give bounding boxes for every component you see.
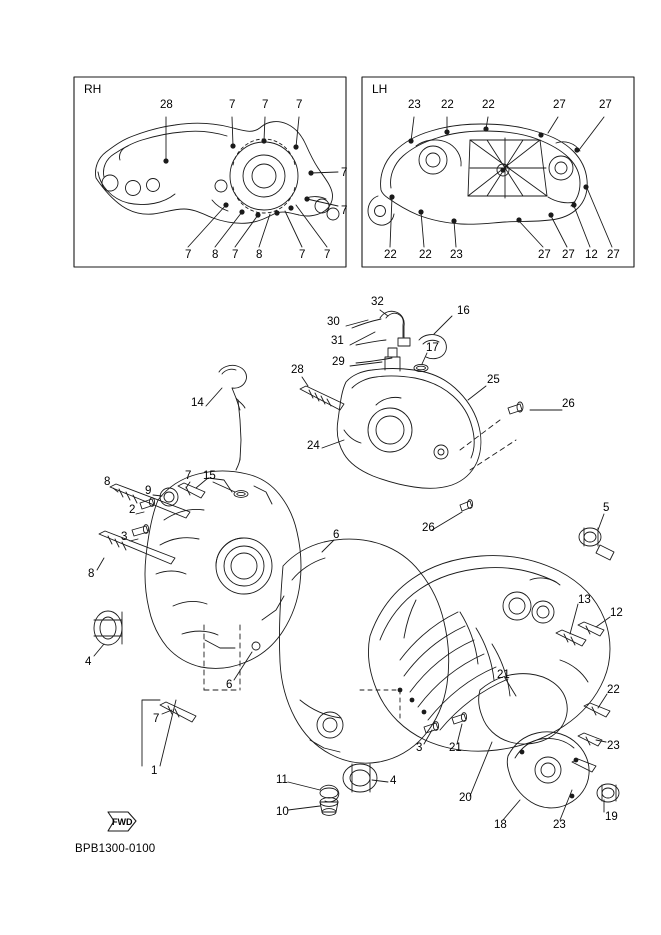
callout-lh: 22 [441,99,454,111]
callout-lh: 22 [482,99,495,111]
callout-main: 29 [332,356,345,368]
diagram-part-number: BPB1300-0100 [75,843,156,855]
callout-main: 3 [121,531,128,543]
panel-label-lh: LH [372,82,388,96]
callout-rh: 28 [160,99,173,111]
callout-main: 7 [153,713,160,725]
callout-main: 6 [226,679,233,691]
callout-lh: 27 [599,99,612,111]
callout-rh: 7 [341,205,348,217]
callout-rh: 7 [296,99,303,111]
callout-main: 31 [331,335,344,347]
callout-rh: 7 [262,99,269,111]
callout-main: 17 [426,342,439,354]
callout-main: 20 [459,792,472,804]
callout-rh: 7 [232,249,239,261]
callout-main: 26 [562,398,575,410]
callout-lh: 12 [585,249,598,261]
callout-lh: 23 [450,249,463,261]
callout-lh: 27 [553,99,566,111]
callout-main: 4 [85,656,92,668]
callout-rh: 7 [185,249,192,261]
callout-lh: 22 [384,249,397,261]
callout-main: 10 [276,806,289,818]
callout-lh: 22 [419,249,432,261]
callout-main: 14 [191,397,204,409]
callout-rh: 7 [341,167,348,179]
callout-lh: 27 [538,249,551,261]
callout-main: 32 [371,296,384,308]
callout-main: 23 [553,819,566,831]
callout-main: 8 [104,476,111,488]
callout-main: 24 [307,440,320,452]
callout-main: 21 [497,669,510,681]
callout-rh: 7 [299,249,306,261]
callout-main: 30 [327,316,340,328]
callout-main: 3 [416,742,423,754]
callout-rh: 8 [256,249,263,261]
callout-rh: 7 [324,249,331,261]
callout-main: 4 [390,775,397,787]
callout-main: 12 [610,607,623,619]
callout-main: 8 [88,568,95,580]
callout-main: 13 [578,594,591,606]
callout-main: 19 [605,811,618,823]
callout-main: 23 [607,740,620,752]
callout-main: 25 [487,374,500,386]
callout-main: 26 [422,522,435,534]
callout-lh: 27 [607,249,620,261]
callout-main: 9 [145,485,152,497]
fwd-marker-label: FWD [112,817,133,827]
callout-rh: 8 [212,249,219,261]
callout-main: 15 [203,470,216,482]
callout-main: 22 [607,684,620,696]
callout-main: 2 [129,504,136,516]
callout-main: 6 [333,529,340,541]
callout-main: 18 [494,819,507,831]
callout-main: 5 [603,502,610,514]
callout-main: 28 [291,364,304,376]
callout-lh: 23 [408,99,421,111]
callout-main: 1 [151,765,158,777]
callout-lh: 27 [562,249,575,261]
panel-label-rh: RH [84,82,102,96]
callout-main: 16 [457,305,470,317]
callout-main: 7 [185,470,192,482]
callout-main: 11 [276,774,288,786]
callout-rh: 7 [229,99,236,111]
callout-main: 21 [449,742,462,754]
